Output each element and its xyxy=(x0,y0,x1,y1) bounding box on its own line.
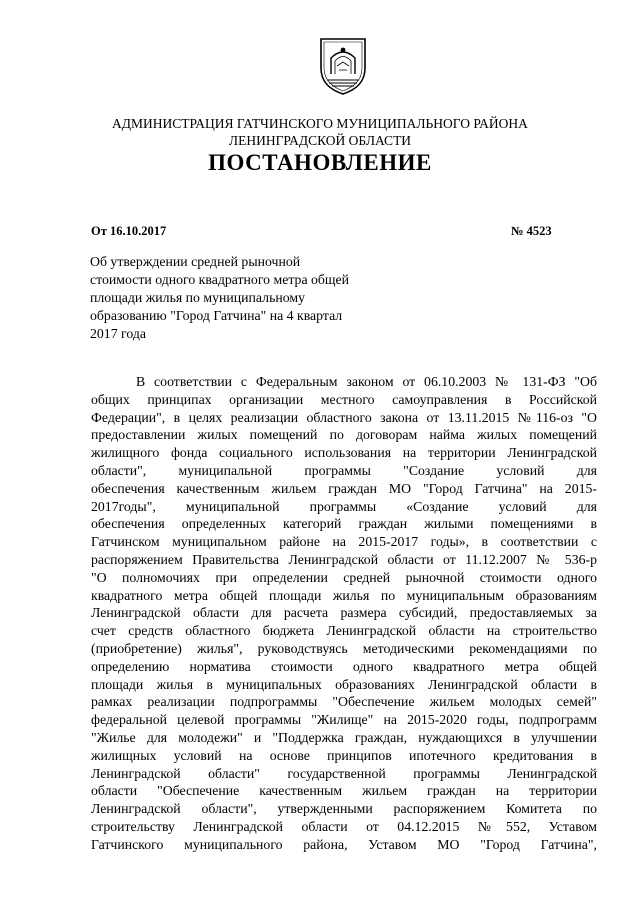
body-line: области", муниципальной программы "Создание условий для xyxy=(91,462,597,478)
subject-line: 2017 года xyxy=(90,326,147,341)
subject-line: образованию "Город Гатчина" на 4 квартал xyxy=(90,308,343,323)
body-line: области "Обеспечение качественным жильем граждан на территории xyxy=(91,783,597,799)
document-number: № 4523 xyxy=(511,224,552,238)
body-line: предоставлении жилых помещений по договорам найма жилых помещений xyxy=(91,427,597,443)
document-subject xyxy=(90,253,390,343)
organization-region: ЛЕНИНГРАДСКОЙ ОБЛАСТИ xyxy=(228,133,412,148)
body-line: жилищного фонда социального использования на территории Ленинградской xyxy=(91,445,597,461)
body-line: общих принципах организации местного самоуправления в Российской xyxy=(91,391,597,407)
body-line: площади жилья в муниципальных образованиях Ленинградской области в xyxy=(91,676,597,692)
body-line: Федерации", в целях реализации областного закона от 13.11.2015 №116-оз "О xyxy=(91,409,597,425)
body-line: В соответствии с Федеральным законом от 06.10.2003 № 131-ФЗ "Об xyxy=(136,374,597,389)
body-line: квадратного метра общей площади жилья по муниципальным образованиям xyxy=(91,587,597,603)
body-line: обеспечения качественным жильем граждан МО "Город Гатчина" на 2015- xyxy=(91,480,597,496)
organization-name: АДМИНИСТРАЦИЯ ГАТЧИНСКОГО МУНИЦИПАЛЬНОГО РАЙОНА xyxy=(112,116,528,131)
body-line: Ленинградской области", утвержденными распоряжением Комитета по xyxy=(91,801,597,817)
body-line: Гатчинского муниципального района, Уставом МО "Город Гатчина", xyxy=(91,836,597,852)
body-line: федеральной целевой программы "Жилище" на 2015-2020 годы, подпрограмм xyxy=(91,712,597,728)
document-body xyxy=(91,373,597,854)
body-line: Ленинградской области для расчета размера субсидий, предоставляемых за xyxy=(91,605,597,621)
subject-line: Об утверждении средней рыночной xyxy=(90,254,301,269)
body-line: Гатчинском муниципальном районе на 2015-2017 годы», в соответствии с xyxy=(91,534,597,550)
body-line: "Жилье для молодежи" и "Поддержка граждан, нуждающихся в улучшении xyxy=(91,729,597,745)
subject-line: стоимости одного квадратного метра общей xyxy=(90,272,350,287)
body-line: 2017годы", муниципальной программы «Создание условий для xyxy=(91,498,597,514)
body-line: Ленинградской области" государственной программы Ленинградской xyxy=(91,765,597,781)
body-line: определению норматива стоимости одного квадратного метра общей xyxy=(91,658,597,674)
body-line: "О полномочиях при определении средней рыночной стоимости одного xyxy=(91,569,597,585)
body-line: (приобретение) жилья", руководствуясь методическими рекомендациями по xyxy=(91,640,597,656)
document-type-title: ПОСТАНОВЛЕНИЕ xyxy=(208,150,432,175)
body-line: строительству Ленинградской области от 04.12.2015 №552, Уставом xyxy=(91,818,597,834)
body-line: счет средств областного бюджета Ленинградской области на строительство xyxy=(91,623,597,639)
body-line: жилищных условий на основе принципов ипотечного кредитования в xyxy=(91,747,597,763)
body-line: обеспечения определенных категорий граждан жилыми помещениями в xyxy=(91,516,597,532)
coat-of-arms-emblem xyxy=(317,36,369,96)
subject-line: площади жилья по муниципальному xyxy=(90,290,306,305)
body-line: распоряжением Правительства Ленинградской области от 11.12.2007 № 536-р xyxy=(91,551,597,567)
document-date: От 16.10.2017 xyxy=(91,224,167,238)
body-line: рамках реализации подпрограммы "Обеспечение жильем молодых семей" xyxy=(91,694,597,710)
